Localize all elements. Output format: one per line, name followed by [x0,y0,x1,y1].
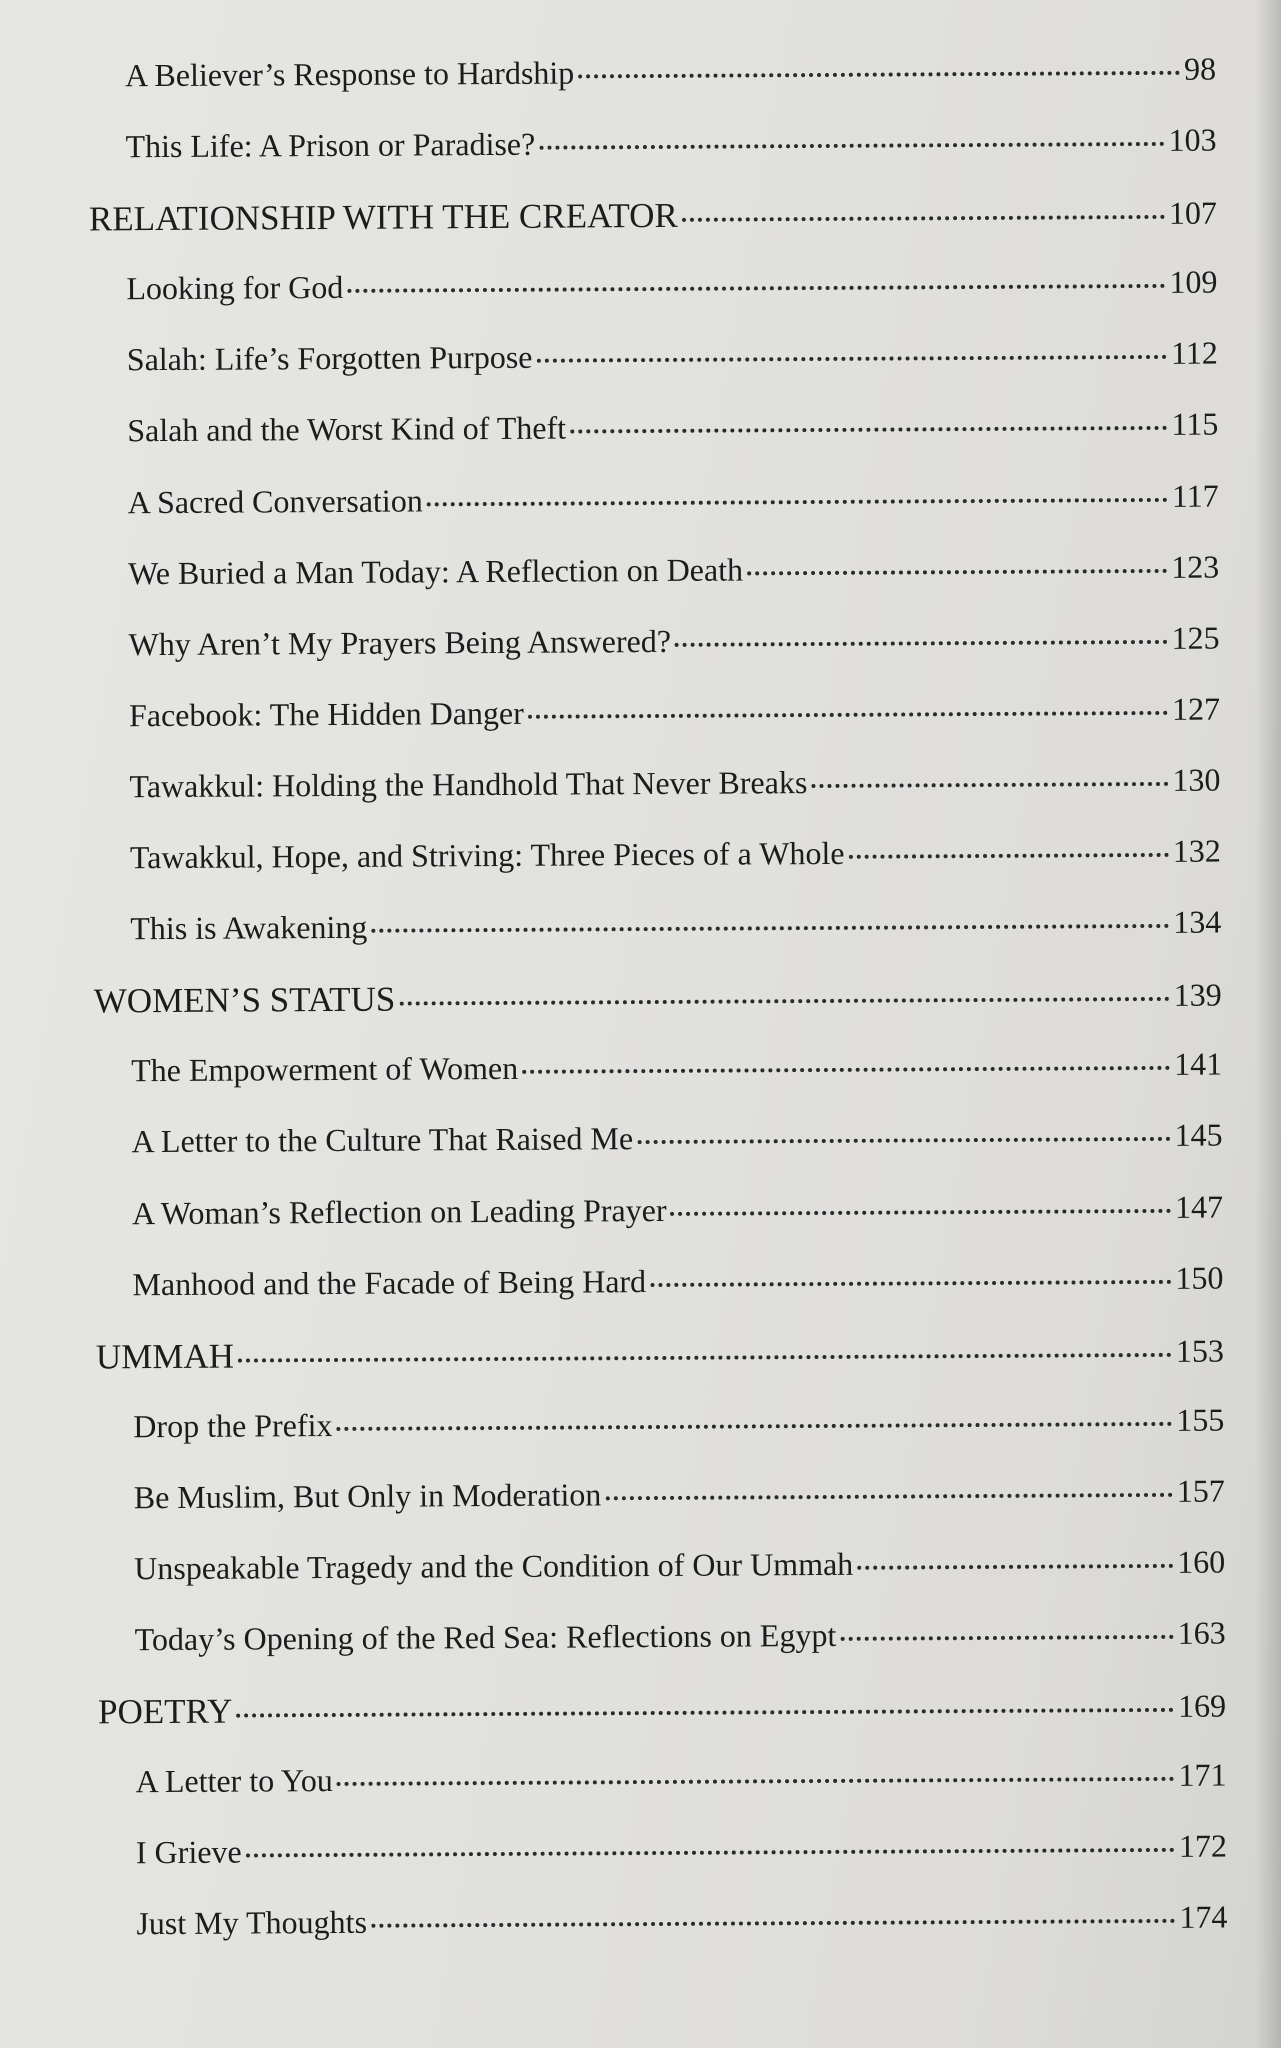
toc-entry [5,903,1281,982]
toc-page-number: 147 [1174,1188,1224,1225]
dot-leader [371,1919,1175,1928]
toc-page-number: 130 [1172,761,1221,798]
toc-entry-title: Manhood and the Facade of Being Hard [132,1262,647,1302]
toc-entry-title: A Letter to You [135,1762,333,1800]
toc-page-number: 115 [1171,406,1219,443]
toc-entry [9,1472,1281,1551]
toc-entry-title: Tawakkul, Hope, and Striving: Three Pieces of a Whole [129,834,845,876]
dot-leader [528,711,1168,719]
toc-entry-title: I Grieve [135,1833,242,1871]
toc-page-number: 134 [1173,903,1222,940]
toc-page-number: 174 [1179,1898,1228,1936]
dot-leader [238,1353,1172,1363]
toc-entry [7,1188,1281,1267]
toc-entry [0,121,1281,200]
toc-entry [7,1117,1281,1196]
toc-entry-title: Drop the Prefix [133,1406,333,1444]
dot-leader [650,1279,1171,1286]
toc-page-number: 153 [1175,1332,1225,1369]
toc-entry [1,263,1281,342]
toc-entry [2,406,1281,485]
toc-entry [0,50,1281,129]
dot-leader [675,640,1168,647]
toc-entry [6,1045,1281,1124]
toc-entry-title: A Sacred Conversation [127,481,423,520]
toc-entry [8,1401,1281,1480]
toc-page-number: 123 [1171,548,1220,585]
dot-leader [371,924,1169,933]
toc-entry-title: A Letter to the Culture That Raised Me [131,1120,634,1160]
toc-entry-title: Why Aren’t My Prayers Being Answered? [128,622,672,662]
toc-entry-title: We Buried a Man Today: A Reflection on Death [128,551,744,591]
toc-section-entry [8,1330,1281,1409]
toc-entry [3,619,1281,698]
toc-page-number: 171 [1178,1756,1227,1794]
toc-entry [3,477,1281,556]
dot-leader [857,1564,1173,1570]
toc-page-number: 125 [1171,619,1220,656]
toc-entry [11,1899,1281,1978]
toc-page-number: 139 [1173,976,1222,1014]
dot-leader [578,71,1180,79]
toc-page-number: 109 [1169,263,1218,301]
dot-leader [427,497,1168,506]
toc-section-entry [1,192,1281,271]
toc-entry [5,832,1281,911]
dot-leader [671,1208,1172,1215]
toc-page-number: 98 [1183,50,1217,87]
dot-leader [337,1777,1175,1786]
toc-entry-title: A Woman’s Reflection on Leading Prayer [131,1191,667,1231]
toc-entry [4,761,1281,840]
toc-section-entry [6,974,1281,1053]
toc-entry-title: Be Muslim, But Only in Moderation [133,1476,602,1516]
dot-leader [236,1708,1174,1718]
dot-leader [570,426,1167,434]
toc-entry-title: Looking for God [126,269,344,307]
toc-page-number: 160 [1177,1543,1226,1580]
toc-page-number: 112 [1170,334,1218,372]
toc-page-number: 163 [1177,1614,1226,1651]
toc-page-number: 132 [1172,832,1221,869]
toc-entry-title: Salah and the Worst Kind of Theft [127,410,567,449]
dot-leader [399,997,1169,1006]
toc-entry-title: This is Awakening [130,908,368,947]
dot-leader [840,1635,1173,1641]
toc-section-title: UMMAH [95,1336,235,1377]
toc-entry-title: Facebook: The Hidden Danger [128,694,524,734]
toc-section-title: POETRY [97,1691,233,1732]
toc-entry-title: Just My Thoughts [136,1904,368,1942]
dot-leader [848,853,1168,859]
toc-entry [9,1543,1281,1622]
dot-leader [536,355,1167,363]
dot-leader [811,782,1168,788]
dot-leader [347,284,1165,293]
toc-entry-title: Salah: Life’s Forgotten Purpose [126,339,533,378]
toc-page-number: 145 [1174,1116,1223,1154]
toc-entry-title: Unspeakable Tragedy and the Condition of Our Ummah [134,1545,854,1587]
toc-page-number: 103 [1168,121,1217,158]
dot-leader [682,215,1165,222]
toc-page-number: 150 [1175,1259,1224,1296]
toc-entry [7,1259,1281,1338]
toc-page-number: 169 [1177,1687,1227,1724]
toc-entry-title: The Empowerment of Women [131,1050,519,1089]
toc-section-entry [10,1685,1281,1764]
toc-page-number: 107 [1168,194,1218,232]
toc-page-number: 157 [1176,1472,1225,1509]
toc-entry [3,548,1281,627]
dot-leader [605,1493,1172,1500]
toc-page-number: 172 [1178,1827,1228,1865]
toc-entry [11,1827,1281,1906]
toc-entry-title: Today’s Opening of the Red Sea: Reflections on Egypt [134,1616,837,1658]
toc-entry-title: This Life: A Prison or Paradise? [125,125,536,165]
toc-entry [2,335,1281,414]
dot-leader [747,569,1167,576]
toc-section-title: RELATIONSHIP WITH THE CREATOR [88,196,678,239]
dot-leader [246,1848,1175,1858]
dot-leader [336,1422,1172,1431]
dot-leader [539,142,1164,150]
toc-entry [4,690,1281,769]
toc-entry-title: Tawakkul: Holding the Handhold That Never Breaks [129,764,808,805]
toc-entry-title: A Believer’s Response to Hardship [124,54,575,94]
dot-leader [522,1066,1170,1074]
toc-section-title: WOMEN’S STATUS [93,979,396,1021]
toc-entry [10,1756,1281,1835]
toc-page-number: 155 [1176,1401,1225,1438]
table-of-contents [0,50,1281,1977]
dot-leader [637,1137,1170,1144]
toc-page-number: 141 [1174,1045,1223,1083]
toc-page-number: 117 [1171,477,1219,514]
toc-page-number: 127 [1171,690,1221,727]
toc-entry [10,1614,1281,1693]
page-edge-shadow [1255,0,1281,2048]
